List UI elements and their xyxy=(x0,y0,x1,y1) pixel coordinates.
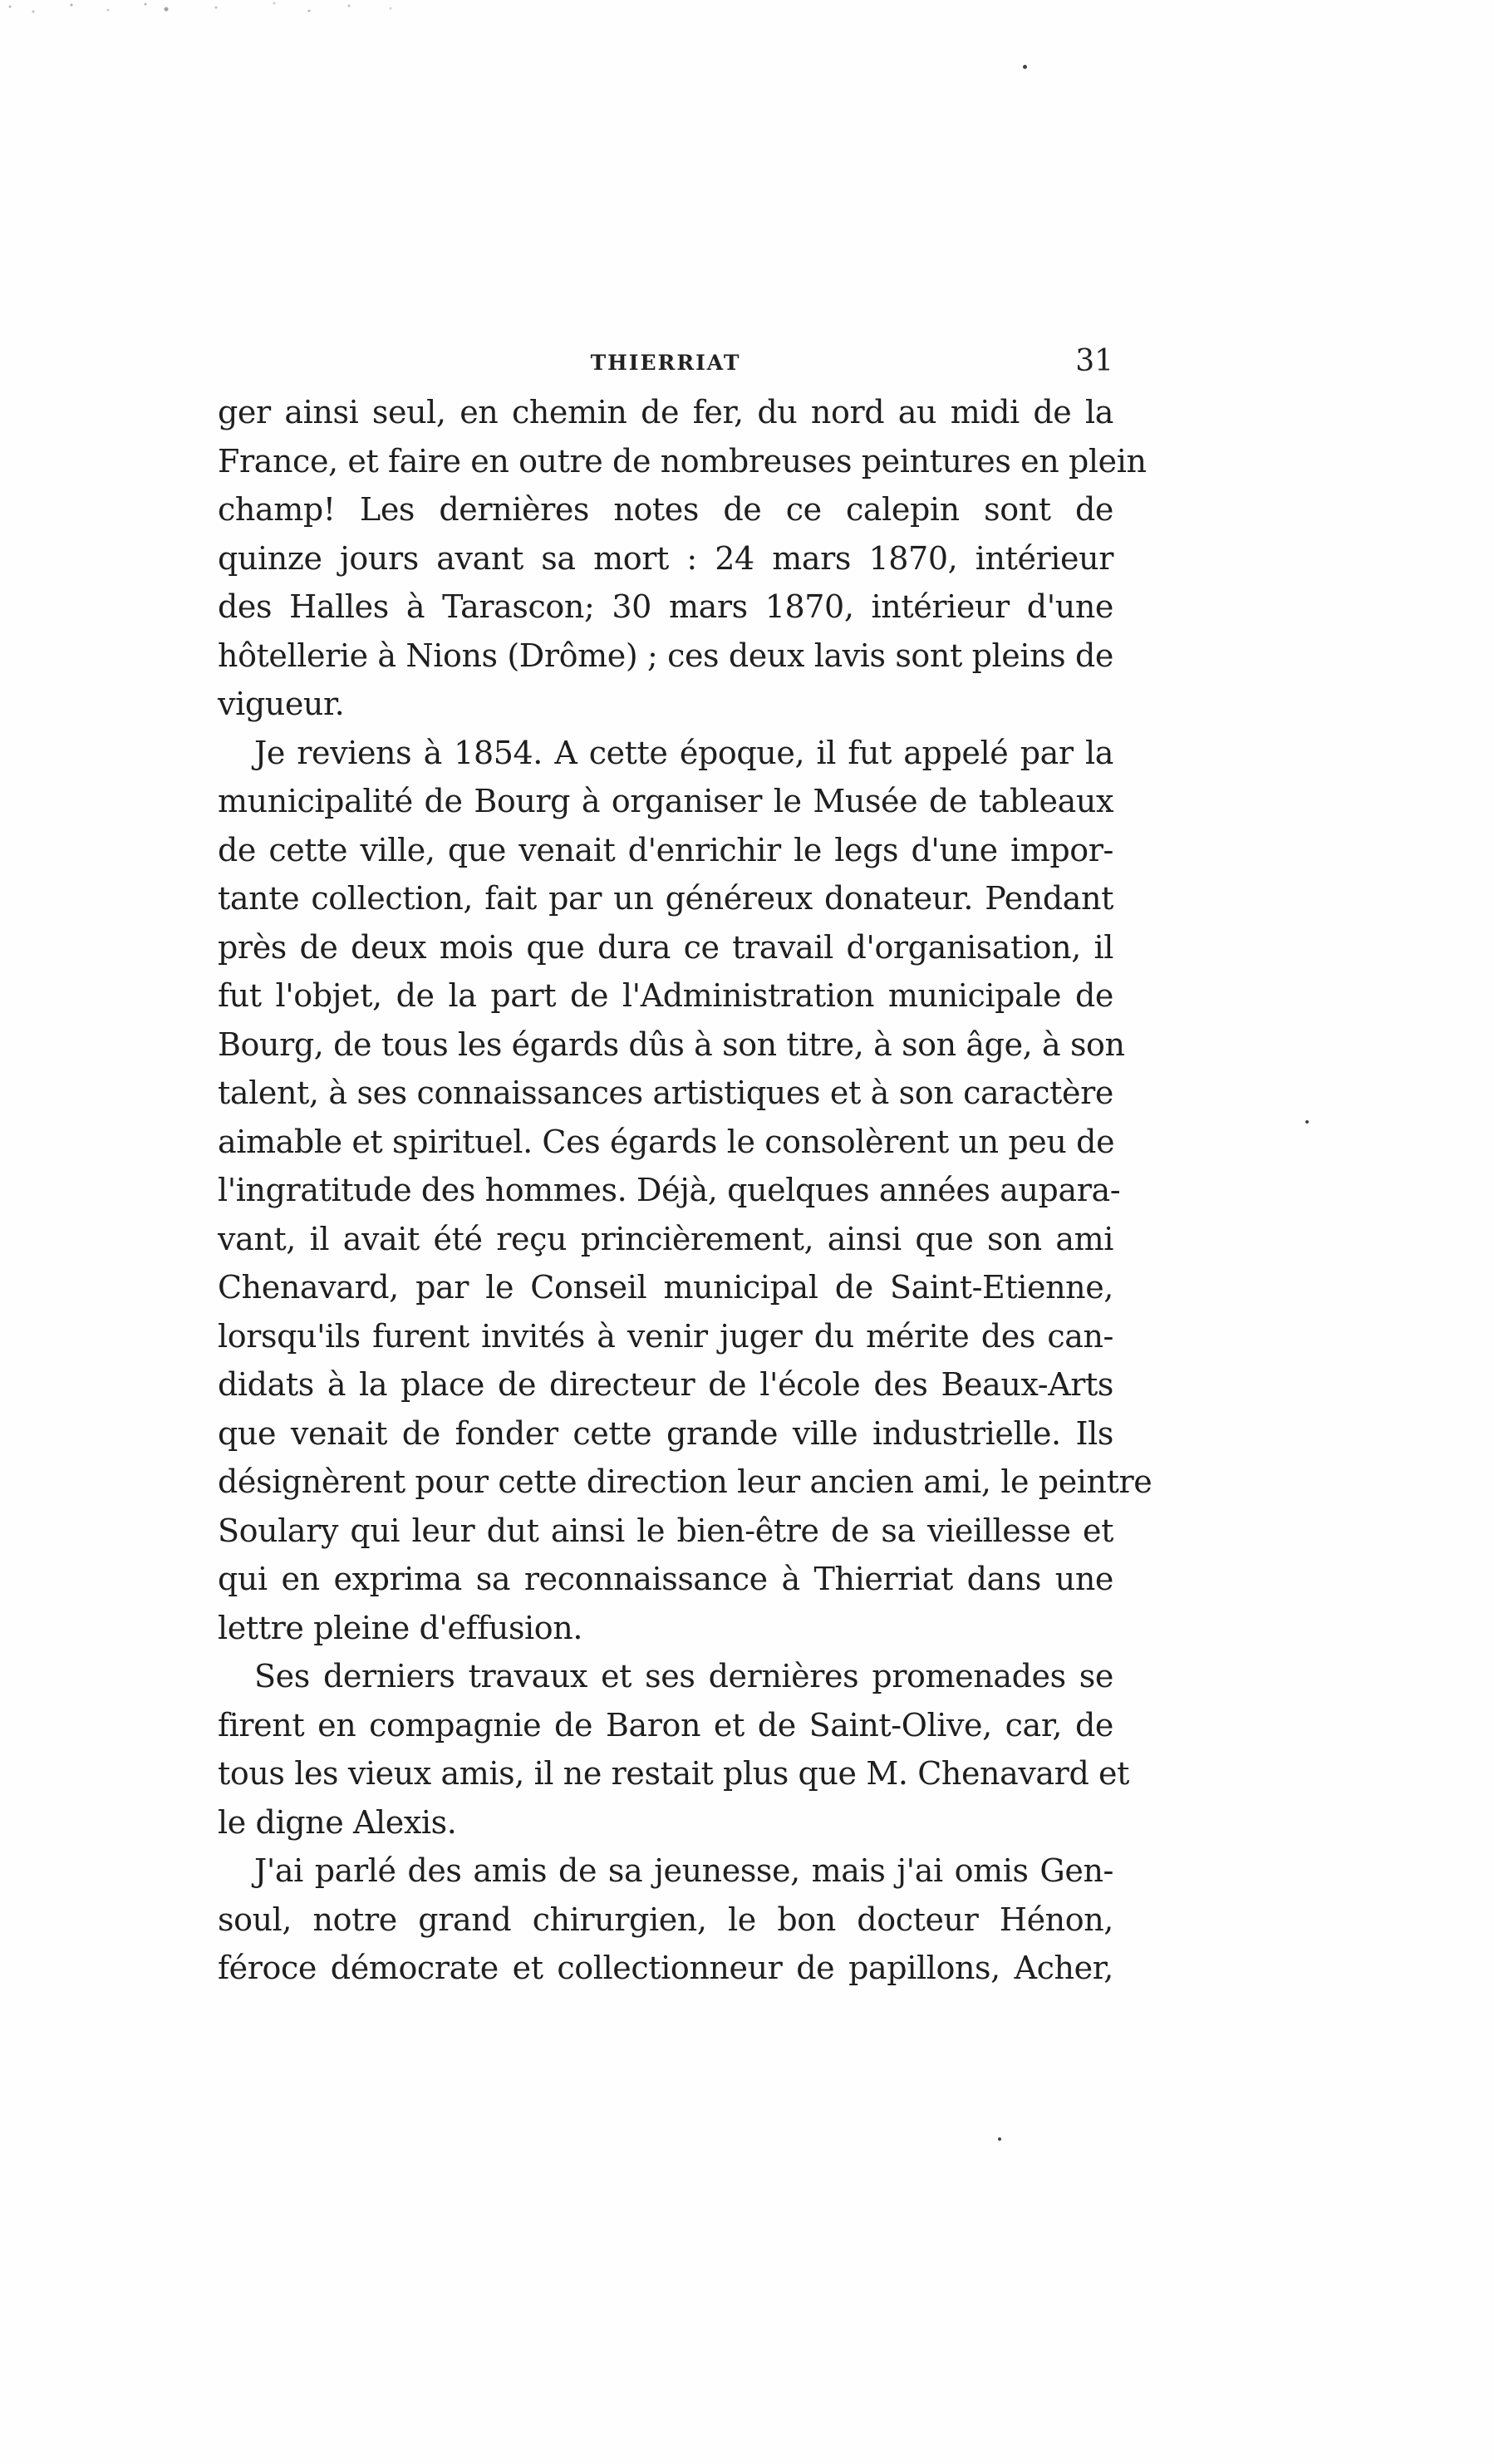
running-title: THIERRIAT xyxy=(590,351,741,375)
text-line: vant, il avait été reçu princièrement, ainsi que son ami xyxy=(218,1220,1113,1257)
text-line: que venait de fonder cette grande ville industrielle. Ils xyxy=(218,1414,1113,1452)
text-line: ger ainsi seul, en chemin de fer, du nord au midi de la xyxy=(218,394,1113,430)
text-line: lorsqu'ils furent invités à venir juger du mérite des can- xyxy=(218,1317,1113,1355)
text-line: firent en compagnie de Baron et de Saint-Olive, car, de xyxy=(218,1706,1113,1743)
text-line: municipalité de Bourg à organiser le Musée de tableaux xyxy=(218,783,1113,819)
scan-noise xyxy=(0,0,465,22)
ink-speck xyxy=(1305,1120,1309,1124)
text-line: talent, à ses connaissances artistiques et à son caractère xyxy=(218,1075,1113,1111)
text-line: tante collection, fait par un généreux donateur. Pendant xyxy=(218,880,1113,917)
text-line: quinze jours avant sa mort : 24 mars 1870, intérieur xyxy=(218,539,1113,577)
text-line: hôtellerie à Nions (Drôme) ; ces deux lavis sont pleins de xyxy=(218,637,1113,674)
text-line: le digne Alexis. xyxy=(218,1803,457,1841)
text-line: Ses derniers travaux et ses dernières promenades se xyxy=(254,1658,1113,1694)
text-line: Chenavard, par le Conseil municipal de Saint-Etienne, xyxy=(218,1269,1113,1306)
text-line: Bourg, de tous les égards dûs à son titre, à son âge, à son xyxy=(218,1025,1125,1063)
page-number: 31 xyxy=(1075,344,1113,378)
text-line: féroce démocrate et collectionneur de papillons, Acher, xyxy=(218,1950,1113,1986)
text-line: près de deux mois que dura ce travail d'organisation, il xyxy=(218,928,1113,966)
text-line: de cette ville, que venait d'enrichir le legs d'une impor- xyxy=(218,831,1113,868)
text-line: France, et faire en outre de nombreuses peintures en plein xyxy=(218,442,1147,480)
text-line: fut l'objet, de la part de l'Administration municipale de xyxy=(218,977,1113,1014)
text-line: aimable et spirituel. Ces égards le consolèrent un peu de xyxy=(218,1123,1115,1160)
ink-speck xyxy=(1023,65,1027,69)
text-line: vigueur. xyxy=(218,686,345,722)
ink-speck xyxy=(998,2137,1001,2141)
text-line: champ! Les dernières notes de ce calepin sont de xyxy=(218,491,1113,528)
text-line: Soulary qui leur dut ainsi le bien-être de sa vieillesse et xyxy=(218,1512,1113,1549)
text-line: soul, notre grand chirurgien, le bon docteur Hénon, xyxy=(218,1901,1113,1938)
text-line: l'ingratitude des hommes. Déjà, quelques années aupara- xyxy=(218,1172,1121,1208)
text-line: J'ai parlé des amis de sa jeunesse, mais j'ai omis Gen- xyxy=(254,1852,1113,1889)
text-line: Je reviens à 1854. A cette époque, il fut appelé par la xyxy=(254,734,1113,771)
text-line: tous les vieux amis, il ne restait plus que M. Chenavard et xyxy=(218,1755,1130,1792)
text-line: des Halles à Tarascon; 30 mars 1870, intérieur d'une xyxy=(218,588,1113,625)
text-line: didats à la place de directeur de l'école des Beaux-Arts xyxy=(218,1366,1113,1403)
text-line: qui en exprima sa reconnaissance à Thierriat dans une xyxy=(218,1561,1113,1597)
text-line: lettre pleine d'effusion. xyxy=(218,1609,583,1646)
running-head xyxy=(218,344,1113,387)
body-text xyxy=(218,388,1152,1993)
text-line: désignèrent pour cette direction leur ancien ami, le peintre xyxy=(218,1463,1152,1500)
